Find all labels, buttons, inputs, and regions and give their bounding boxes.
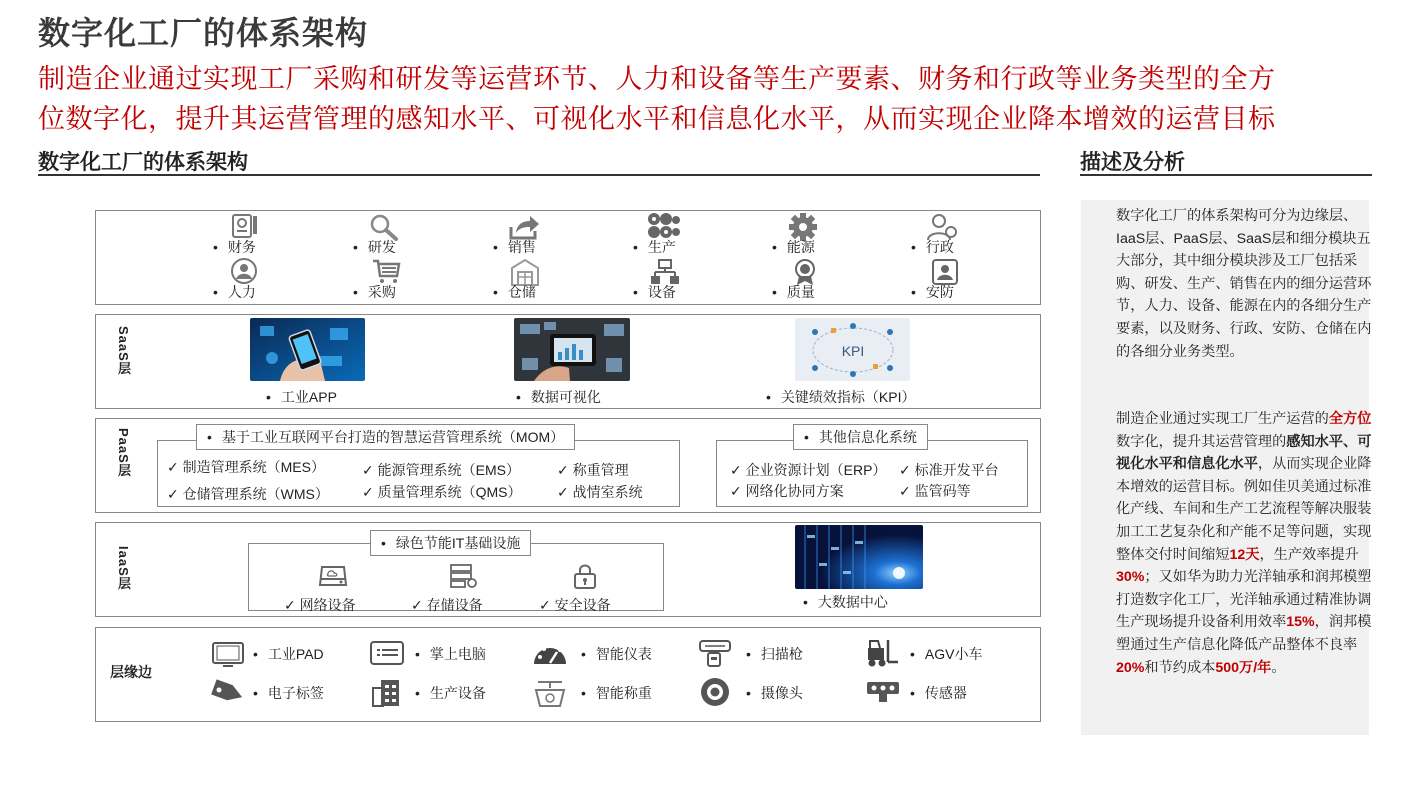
industrial-app-image: [250, 318, 365, 381]
edge-item-handheld: • 掌上电脑: [415, 646, 486, 662]
mom-item-mes: ✓ 制造管理系统（MES）: [167, 459, 325, 475]
page-title: 数字化工厂的体系架构: [38, 15, 369, 51]
analysis-heading: 描述及分析: [1080, 151, 1185, 174]
mom-item-qms: ✓ 质量管理系统（QMS）: [362, 484, 522, 500]
mom-item-weighing: ✓ 称重管理: [557, 462, 629, 478]
architecture-heading-rule: [38, 174, 1040, 176]
other-systems-title: • 其他信息化系统: [793, 424, 928, 450]
big-data-center-image: [795, 525, 923, 589]
module-sales: • 销售: [493, 239, 536, 255]
paas-layer-label: PaaS层: [116, 428, 131, 478]
ledger-icon: [230, 213, 260, 239]
architecture-heading: 数字化工厂的体系架构: [38, 151, 248, 174]
subtitle-line-2: 位数字化，提升其运营管理的感知水平、可视化水平和信息化水平，从而实现企业降本增效的运营目标: [38, 104, 1276, 134]
infra-item-network: ✓ 网络设备: [284, 597, 356, 613]
infra-item-security: ✓ 安全设备: [539, 597, 611, 613]
forklift-icon: [864, 638, 900, 668]
sensor-icon: [865, 678, 901, 706]
edge-item-production-equipment: • 生产设备: [415, 685, 486, 701]
edge-item-sensor: • 传感器: [910, 685, 967, 701]
scanner-icon: [697, 638, 733, 668]
factory-icon: [369, 676, 405, 708]
edge-item-industrial-pad: • 工业PAD: [253, 646, 324, 662]
infra-item-storage: ✓ 存储设备: [411, 597, 483, 613]
scale-icon: [532, 678, 568, 708]
tablet-icon: [211, 640, 245, 668]
camera-icon: [699, 676, 731, 708]
mom-item-war-room: ✓ 战情室系统: [557, 484, 643, 500]
iaas-item-big-data-center: • 大数据中心: [803, 594, 888, 610]
hdd-icon: [318, 563, 348, 589]
module-procurement: • 采购: [353, 284, 396, 300]
edge-item-scanner: • 扫描枪: [746, 646, 803, 662]
keyboard-icon: [369, 640, 405, 668]
other-item-collaboration: ✓ 网络化协同方案: [730, 483, 844, 499]
edge-layer-label: 层缘边: [110, 664, 152, 680]
kpi-image: [795, 318, 910, 381]
kpi-image-text: KPI: [841, 343, 865, 359]
module-equipment: • 设备: [633, 284, 676, 300]
saas-item-industrial-app: • 工业APP: [266, 389, 337, 405]
server-icon: [449, 563, 479, 589]
lock-icon: [570, 563, 600, 589]
saas-item-kpi: • 关键绩效指标（KPI）: [766, 389, 916, 405]
saas-item-data-visualization: • 数据可视化: [516, 389, 601, 405]
data-visualization-image: [514, 318, 630, 381]
edge-item-agv: • AGV小车: [910, 646, 983, 662]
edge-item-camera: • 摄像头: [746, 685, 803, 701]
module-energy: • 能源: [772, 239, 815, 255]
subtitle-line-1: 制造企业通过实现工厂采购和研发等运营环节、人力和设备等生产要素、财务和行政等业务类型的全方: [38, 64, 1276, 94]
other-item-supervision-code: ✓ 监管码等: [899, 483, 971, 499]
mom-title: • 基于工业互联网平台打造的智慧运营管理系统（MOM）: [196, 424, 575, 450]
saas-layer-label: SaaS层: [116, 326, 131, 376]
module-production: • 生产: [633, 239, 676, 255]
iaas-layer-label: IaaS层: [116, 546, 131, 591]
infra-title: • 绿色节能IT基础设施: [370, 530, 531, 556]
module-quality: • 质量: [772, 284, 815, 300]
module-storage: • 仓储: [493, 284, 536, 300]
gears-cluster-icon: [646, 212, 680, 240]
description-paragraph-1: 数字化工厂的体系架构可分为边缘层、IaaS层、PaaS层、SaaS层和细分模块五大部分，其中细分模块涉及工厂包括采购、研发、生产、销售在内的细分运营环节，人力、设备、能源在内的各细分生产要素，以及财务、行政、安防、仓储在内的各细分业务类型。: [1116, 208, 1372, 360]
other-item-standard-platform: ✓ 标准开发平台: [899, 462, 999, 478]
module-hr: • 人力: [213, 284, 256, 300]
module-rnd: • 研发: [353, 239, 396, 255]
mom-item-ems: ✓ 能源管理系统（EMS）: [362, 462, 520, 478]
gauge-icon: [532, 638, 568, 668]
edge-item-electronic-tag: • 电子标签: [253, 685, 324, 701]
module-admin: • 行政: [911, 239, 954, 255]
edge-item-smart-meter: • 智能仪表: [581, 646, 652, 662]
module-finance: • 财务: [213, 239, 256, 255]
module-security: • 安防: [911, 284, 954, 300]
description-paragraph-2: 制造企业通过实现工厂生产运营的全方位数字化，提升其运营管理的感知水平、可视化水平和信息化水平，从而实现企业降本增效的运营目标。例如佳贝美通过标准化产线、车间和生产工艺流程等解决服装加工工艺复杂化和产能不足等问题，实现整体交付时间缩短12天，生产效率提升30%；又如华为助力光洋轴承和润邦模塑打造数字化工厂，光洋轴承通过精准协调生产现场提升设备利用效率15%，润邦模塑通过生产信息化降低产品整体不良率20%和节约成本500万/年。: [1116, 411, 1372, 676]
person-icon: [230, 258, 258, 284]
edge-item-smart-weighing: • 智能称重: [581, 685, 652, 701]
other-item-erp: ✓ 企业资源计划（ERP）: [730, 462, 887, 478]
mom-item-wms: ✓ 仓储管理系统（WMS）: [167, 486, 329, 502]
tag-icon: [210, 678, 246, 706]
cart-icon: [371, 258, 401, 284]
analysis-heading-rule: [1080, 174, 1372, 176]
